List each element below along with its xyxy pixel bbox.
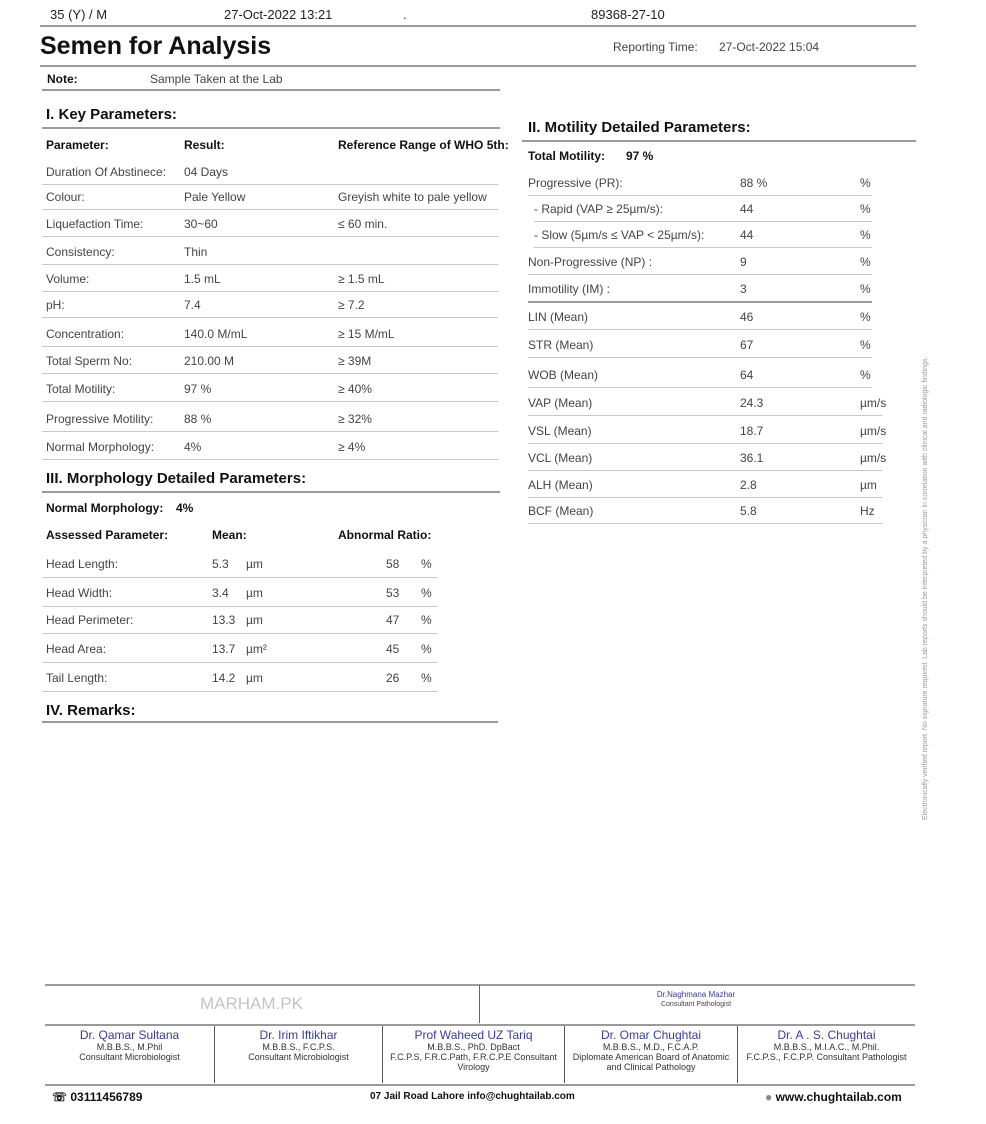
globe-icon: ● — [765, 1090, 776, 1104]
parameter-label: Immotility (IM) : — [528, 282, 610, 296]
parameter-result: 210.00 M — [184, 354, 235, 368]
parameter-unit: µm/s — [860, 396, 887, 410]
divider — [42, 184, 498, 185]
normal-morphology-label: Normal Morphology: — [46, 501, 164, 515]
parameter-unit: % — [860, 368, 871, 382]
doctor-name: Dr. A . S. Chughtai — [777, 1028, 876, 1042]
parameter-label: Head Perimeter: — [46, 613, 134, 627]
doctor-specialty: and Clinical Pathology — [606, 1062, 696, 1072]
doctor-title: Consultant Pathologist — [660, 1001, 732, 1008]
mean-value: 13.3 — [212, 613, 236, 627]
divider — [42, 291, 498, 292]
reference-range: ≥ 15 M/mL — [338, 327, 395, 341]
parameter-label: Duration Of Abstinece: — [46, 165, 167, 179]
parameter-label: Head Area: — [46, 642, 107, 656]
abnormal-ratio: 58 — [386, 557, 400, 571]
website[interactable] — [765, 1090, 902, 1104]
parameter-label: pH: — [46, 298, 65, 312]
parameter-unit: % — [860, 282, 871, 296]
reference-range: Greyish white to pale yellow — [338, 190, 487, 204]
parameter-value: 64 — [740, 368, 754, 382]
reference-range: ≥ 39M — [338, 354, 372, 368]
col-mean: Mean: — [212, 528, 247, 542]
divider — [42, 633, 438, 634]
divider — [528, 301, 872, 303]
divider — [528, 274, 872, 275]
divider — [522, 140, 916, 142]
note-value: Sample Taken at the Lab — [150, 72, 283, 86]
doctor-designation: Diplomate American Board of Anatomic — [572, 1052, 730, 1062]
divider — [40, 65, 916, 67]
parameter-label: - Slow (5µm/s ≤ VAP < 25µm/s): — [534, 228, 705, 242]
parameter-label: STR (Mean) — [528, 338, 594, 352]
abnormal-ratio: 47 — [386, 613, 400, 627]
parameter-value: 67 — [740, 338, 754, 352]
parameter-label: VCL (Mean) — [528, 451, 593, 465]
parameter-unit: µm/s — [860, 424, 887, 438]
doctor-qualification: M.B.B.S., M.Phil — [96, 1042, 163, 1052]
divider — [528, 195, 872, 196]
parameter-label: Total Motility: — [46, 382, 116, 396]
divider — [479, 985, 480, 1023]
percent-unit: % — [421, 557, 432, 571]
parameter-unit: Hz — [860, 504, 875, 518]
divider — [528, 329, 872, 330]
parameter-label: Colour: — [46, 190, 85, 204]
parameter-label: Total Sperm No: — [46, 354, 133, 368]
doctor-qualification: M.B.B.S., F.C.P.S. — [262, 1042, 335, 1052]
doctor-designation: F.C.P.S., F.C.P.P. Consultant Pathologist — [746, 1052, 907, 1062]
divider — [42, 317, 498, 318]
reference-range: ≥ 1.5 mL — [338, 272, 385, 286]
reporting-time-label: Reporting Time: — [613, 40, 698, 54]
parameter-result: 7.4 — [184, 298, 201, 312]
doctor-card — [738, 1026, 915, 1083]
doctor-designation: Consultant Microbiologist — [79, 1052, 180, 1062]
mean-value: 13.7 — [212, 642, 236, 656]
divider — [42, 431, 498, 432]
remarks-heading: IV. Remarks: — [46, 702, 136, 719]
parameter-result: 04 Days — [184, 165, 229, 179]
divider — [42, 721, 498, 723]
motility-heading: II. Motility Detailed Parameters: — [528, 119, 751, 136]
parameter-value: 44 — [740, 228, 754, 242]
parameter-label: BCF (Mean) — [528, 504, 594, 518]
divider — [42, 491, 500, 493]
parameter-result: 97 % — [184, 382, 212, 396]
parameter-value: 88 % — [740, 176, 768, 190]
divider — [528, 497, 882, 498]
divider — [42, 577, 438, 578]
parameter-value: 2.8 — [740, 478, 757, 492]
divider — [42, 346, 498, 347]
divider — [528, 415, 882, 416]
page-title: Semen for Analysis — [40, 32, 272, 60]
doctor-qualification: M.B.B.S., PhD. DpBact — [427, 1042, 520, 1052]
parameter-value: 5.8 — [740, 504, 757, 518]
parameter-value: 46 — [740, 310, 754, 324]
parameter-result: 30~60 — [184, 217, 218, 231]
doctor-name: Dr.Naghmana Mazhar — [656, 990, 736, 999]
divider — [528, 387, 872, 388]
doctor-name: Dr. Irim Iftikhar — [259, 1028, 338, 1042]
verification-note: Electronically verified report. No signature required. Lab reports should be interpreted by a physician in correlation with clinical and radiologic findings. — [922, 356, 929, 820]
normal-morphology-value: 4% — [176, 501, 194, 515]
divider — [42, 662, 438, 663]
parameter-unit: % — [860, 255, 871, 269]
divider — [42, 373, 498, 374]
divider — [528, 470, 882, 471]
parameter-label: Non-Progressive (NP) : — [528, 255, 653, 269]
phone — [52, 1090, 142, 1104]
mean-unit: µm — [246, 671, 263, 685]
reporting-time: 27-Oct-2022 15:04 — [719, 40, 820, 54]
parameter-value: 3 — [740, 282, 747, 296]
parameter-result: 140.0 M/mL — [184, 327, 248, 341]
divider — [42, 459, 498, 460]
parameter-unit: % — [860, 202, 871, 216]
abnormal-ratio: 26 — [386, 671, 400, 685]
parameter-unit: µm/s — [860, 451, 887, 465]
parameter-label: - Rapid (VAP ≥ 25µm/s): — [534, 202, 664, 216]
total-motility-value: 97 % — [626, 149, 654, 163]
doctor-qualification: M.B.B.S., M.I.A.C., M.Phil. — [773, 1042, 880, 1052]
collected-time: 27-Oct-2022 13:21 — [224, 7, 333, 22]
parameter-value: 36.1 — [740, 451, 764, 465]
col-parameter: Parameter: — [46, 138, 109, 152]
parameter-label: Concentration: — [46, 327, 125, 341]
reference-range: ≤ 60 min. — [338, 217, 388, 231]
mean-unit: µm — [246, 557, 263, 571]
divider — [528, 357, 872, 358]
divider — [42, 236, 498, 237]
parameter-result: 1.5 mL — [184, 272, 221, 286]
mean-unit: µm — [246, 586, 263, 600]
phone-number: 03111456789 — [70, 1090, 143, 1104]
parameter-result: Pale Yellow — [184, 190, 246, 204]
total-motility-label: Total Motility: — [528, 149, 606, 163]
note-label: Note: — [47, 72, 78, 86]
parameter-value: 18.7 — [740, 424, 764, 438]
parameter-label: VSL (Mean) — [528, 424, 592, 438]
parameter-value: 9 — [740, 255, 747, 269]
watermark: MARHAM.PK — [200, 994, 303, 1013]
percent-unit: % — [421, 586, 432, 600]
divider — [45, 984, 915, 986]
doctor-qualification: M.B.B.S., M.D., F.C.A.P. — [602, 1042, 700, 1052]
doctor-name: Dr. Qamar Sultana — [79, 1028, 180, 1042]
divider — [42, 691, 438, 692]
reference-range: ≥ 7.2 — [338, 298, 365, 312]
mean-value: 5.3 — [212, 557, 229, 571]
parameter-unit: % — [860, 310, 871, 324]
parameter-result: 88 % — [184, 412, 212, 426]
parameter-unit: % — [860, 338, 871, 352]
divider — [528, 523, 882, 524]
case-number: 89368-27-10 — [591, 7, 665, 22]
divider — [534, 247, 872, 248]
col-assessed-parameter: Assessed Parameter: — [46, 528, 169, 542]
parameter-label: LIN (Mean) — [528, 310, 589, 324]
parameter-label: WOB (Mean) — [528, 368, 599, 382]
mean-unit: µm² — [246, 642, 267, 656]
referred-by: . — [403, 7, 407, 22]
doctor-name: Prof Waheed UZ Tariq — [414, 1028, 533, 1042]
doctor-specialty: Virology — [457, 1062, 490, 1072]
abnormal-ratio: 53 — [386, 586, 400, 600]
patient-age-sex: 35 (Y) / M — [50, 7, 108, 22]
parameter-unit: % — [860, 228, 871, 242]
doctor-card — [45, 1026, 215, 1083]
doctor-card — [565, 1026, 738, 1083]
doctor-designation: F.C.P.S, F.R.C.Path, F.R.C.P.E Consultant — [390, 1052, 557, 1062]
morphology-heading: III. Morphology Detailed Parameters: — [46, 470, 307, 487]
doctor-designation: Consultant Microbiologist — [248, 1052, 349, 1062]
parameter-unit: µm — [860, 478, 877, 492]
parameter-unit: % — [860, 176, 871, 190]
divider — [42, 264, 498, 265]
divider — [42, 127, 500, 129]
parameter-label: Volume: — [46, 272, 90, 286]
divider — [42, 89, 500, 91]
parameter-label: Liquefaction Time: — [46, 217, 144, 231]
parameter-label: Consistency: — [46, 245, 115, 259]
percent-unit: % — [421, 642, 432, 656]
key-parameters-heading: I. Key Parameters: — [46, 106, 177, 123]
reference-range: ≥ 4% — [338, 440, 366, 454]
parameter-result: 4% — [184, 440, 202, 454]
parameter-label: ALH (Mean) — [528, 478, 593, 492]
percent-unit: % — [421, 671, 432, 685]
divider — [42, 606, 438, 607]
divider — [40, 25, 916, 27]
signing-doctor — [657, 990, 735, 1010]
reference-range: ≥ 32% — [338, 412, 372, 426]
divider — [534, 221, 872, 222]
mean-value: 3.4 — [212, 586, 229, 600]
col-result: Result: — [184, 138, 225, 152]
parameter-label: Progressive (PR): — [528, 176, 623, 190]
mean-unit: µm — [246, 613, 263, 627]
parameter-label: VAP (Mean) — [528, 396, 593, 410]
doctor-name: Dr. Omar Chughtai — [600, 1028, 702, 1042]
divider — [45, 1084, 915, 1086]
parameter-label: Head Width: — [46, 586, 113, 600]
percent-unit: % — [421, 613, 432, 627]
parameter-label: Normal Morphology: — [46, 440, 155, 454]
divider — [528, 443, 882, 444]
divider — [42, 209, 498, 210]
doctor-card — [383, 1026, 565, 1083]
reference-range: ≥ 40% — [338, 382, 372, 396]
parameter-result: Thin — [184, 245, 208, 259]
parameter-label: Progressive Motility: — [46, 412, 154, 426]
mean-value: 14.2 — [212, 671, 236, 685]
address: 07 Jail Road Lahore info@chughtailab.com — [370, 1091, 575, 1102]
parameter-label: Tail Length: — [46, 671, 108, 685]
parameter-value: 24.3 — [740, 396, 764, 410]
abnormal-ratio: 45 — [386, 642, 400, 656]
divider — [42, 401, 498, 402]
website-link[interactable]: www.chughtailab.com — [775, 1090, 902, 1104]
col-abnormal-ratio: Abnormal Ratio: — [338, 528, 432, 542]
doctor-card — [215, 1026, 383, 1083]
phone-icon: ☏ — [52, 1090, 71, 1104]
col-reference: Reference Range of WHO 5th: — [338, 138, 509, 152]
parameter-label: Head Length: — [46, 557, 119, 571]
parameter-value: 44 — [740, 202, 754, 216]
